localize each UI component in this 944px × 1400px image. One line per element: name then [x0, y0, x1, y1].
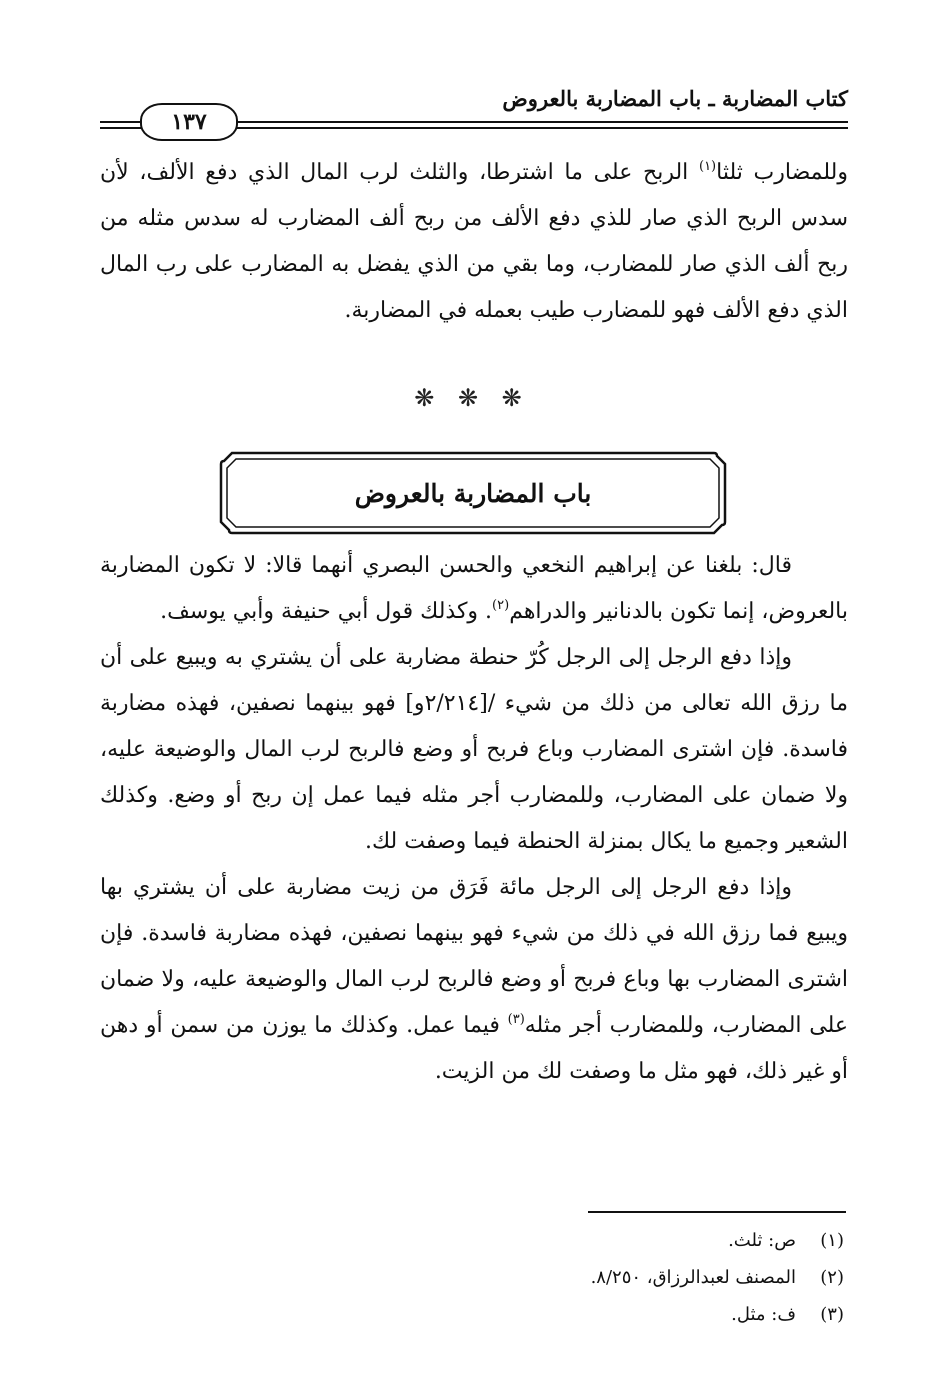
- chapter-title-frame: [218, 450, 728, 536]
- footnote-number: (٣): [820, 1304, 844, 1325]
- paragraph-3-text-a: وإذا دفع الرجل إلى الرجل مائة فَرَق من زيت مضاربة على أن يشتري بها ويبيع فما رزق الله في ذلك من شيء فهو بينهما نصفين، فهذه مضاربة فاسدة. فإن اشترى المضارب بها وباع فربح أو وضع فالربح لرب المال والوضيعة عليه، ولا ضمان على المضارب، وللمضارب أجر مثله: [100, 875, 848, 1038]
- intro-text: [100, 150, 848, 334]
- footnote-number: (٢): [820, 1267, 844, 1288]
- footnote-text: المصنف لعبدالرزاق، ٨/٢٥٠.: [590, 1267, 796, 1288]
- paragraph-1-text-b: . وكذلك قول أبي حنيفة وأبي يوسف.: [160, 599, 493, 624]
- paragraph-3: [100, 865, 848, 1095]
- intro-text-part1: وللمضارب ثلثا: [716, 160, 849, 185]
- footnote-ref-3: (٣): [507, 1012, 525, 1027]
- paragraph-2: وإذا دفع الرجل إلى الرجل كُرّ حنطة مضاربة على أن يشتري به ويبيع على أن ما رزق الله تعالى من ذلك من شيء /[٢/٢١٤و] فهو بينهما نصفين، فهذه مضاربة فاسدة. فإن اشترى المضارب وباع فربح أو وضع فالربح لرب المال والوضيعة عليه، ولا ضمان على المضارب، وللمضارب أجر مثله فيما عمل إن ربح أو وضع. وكذلك الشعير وجميع ما يكال بمنزلة الحنطة فيما وصفت لك.: [100, 645, 848, 854]
- paragraph-1: [100, 543, 848, 635]
- chapter-title: باب المضاربة بالعروض: [354, 478, 592, 508]
- footnotes: [444, 1222, 844, 1333]
- paragraph-1-text-a: قال: بلغنا عن إبراهيم النخعي والحسن البصري أنهما قالا: لا تكون المضاربة بالعروض، إنما تكون بالدنانير والدراهم: [100, 553, 848, 624]
- footnote-text: ف: مثل.: [731, 1304, 796, 1325]
- running-title: كتاب المضاربة ـ باب المضاربة بالعروض: [502, 86, 848, 111]
- footnote-ref-2: (٢): [492, 598, 510, 613]
- paragraph-3-text-b: فيما عمل. وكذلك ما يوزن من سمن أو دهن أو غير ذلك، فهو مثل ما وصفت لك من الزيت.: [100, 1013, 848, 1084]
- footnote-3: [444, 1296, 844, 1333]
- footnote-ref-1: (١): [698, 159, 717, 174]
- intro-paragraph: [100, 150, 848, 334]
- page-number: ١٣٧: [140, 103, 238, 141]
- footnote-number: (١): [820, 1230, 844, 1251]
- intro-text-part2: الربح على ما اشترطا، والثلث لرب المال الذي دفع الألف، لأن سدس الربح الذي صار للذي دفع الألف من ربح ألف المضارب له سدس مثله من ربح ألف الذي صار للمضارب، وما بقي من الذي يفضل به المضارب على رب المال الذي دفع الألف فهو للمضارب طيب بعمله في المضاربة.: [100, 160, 848, 323]
- chapter-body: [100, 543, 848, 1095]
- footnote-text: ص: ثلث.: [728, 1230, 796, 1251]
- footnote-2: [444, 1259, 844, 1296]
- section-separator: ❋ ❋ ❋: [414, 384, 530, 412]
- footnote-rule: [588, 1211, 846, 1213]
- footnote-1: [444, 1222, 844, 1259]
